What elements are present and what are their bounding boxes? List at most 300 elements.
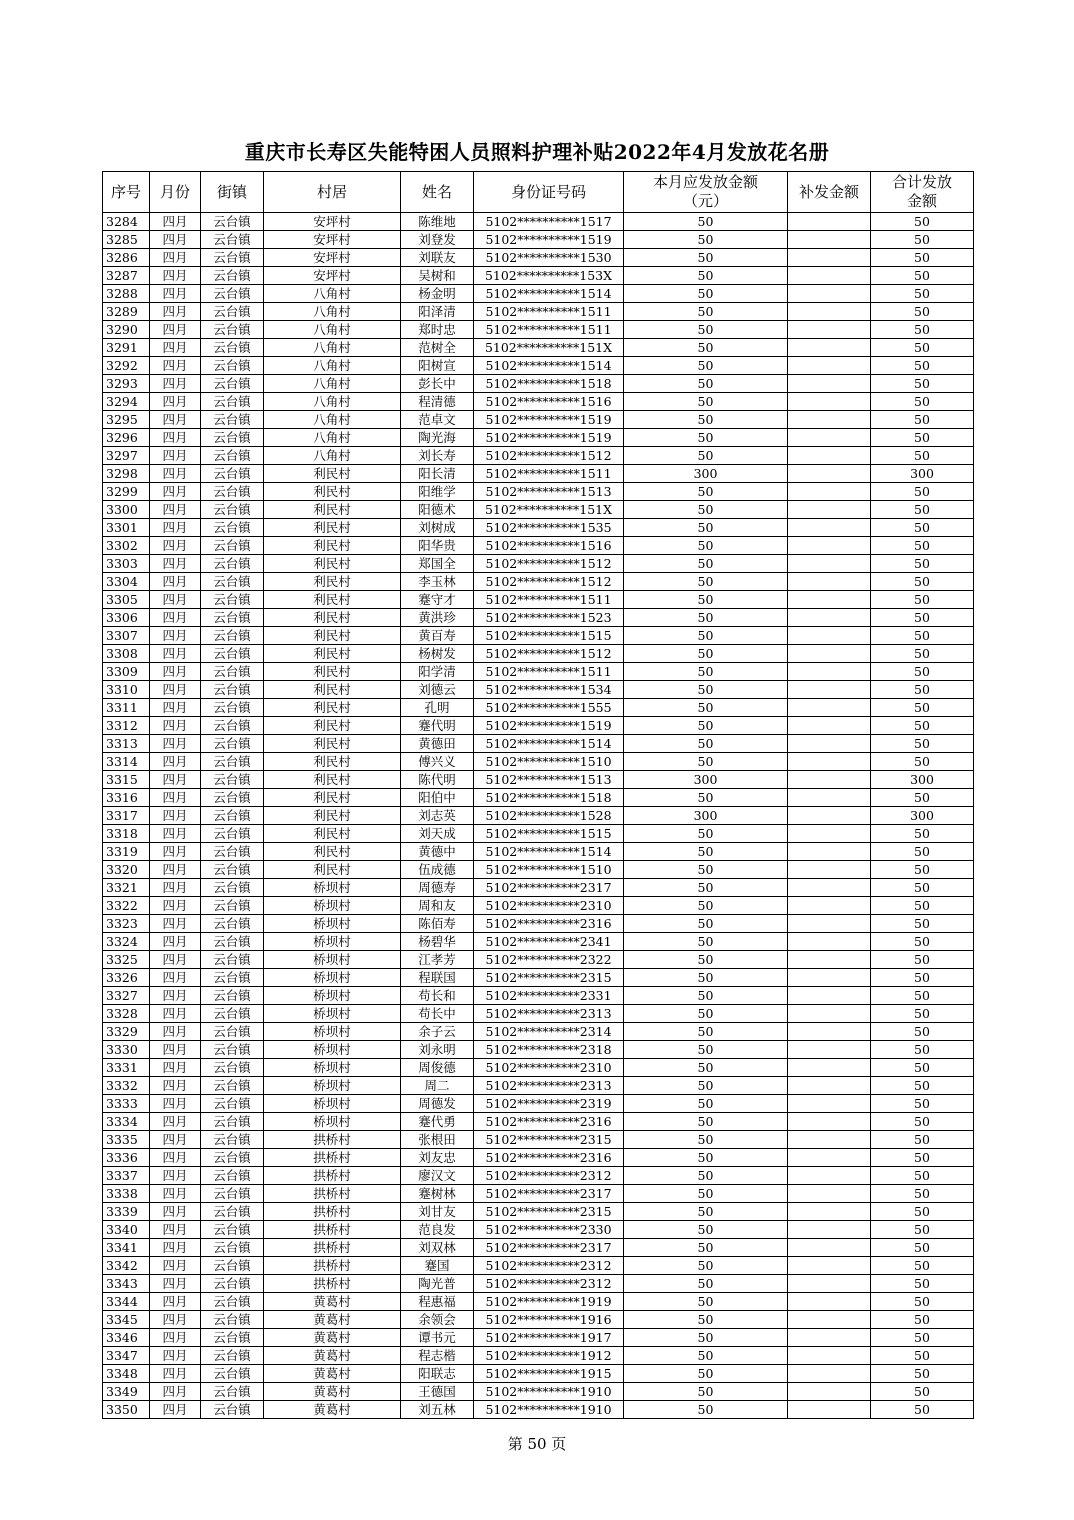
id-number-cell: 5102**********1519 — [474, 429, 624, 447]
month-cell: 四月 — [150, 375, 201, 393]
village-cell: 桥坝村 — [264, 1041, 401, 1059]
month-cell: 四月 — [150, 537, 201, 555]
header-amount-due-line1: 本月应发放金额 — [652, 173, 758, 191]
month-cell: 四月 — [150, 1311, 201, 1329]
town-cell: 云台镇 — [201, 501, 264, 519]
seq-cell: 3315 — [103, 771, 150, 789]
village-cell: 八角村 — [264, 411, 401, 429]
total-cell: 50 — [871, 483, 974, 501]
amount-due-cell: 300 — [624, 465, 788, 483]
amount-due-cell: 50 — [624, 537, 788, 555]
total-cell: 50 — [871, 1005, 974, 1023]
village-cell: 八角村 — [264, 357, 401, 375]
month-cell: 四月 — [150, 1203, 201, 1221]
table-row — [103, 339, 974, 357]
total-cell: 50 — [871, 789, 974, 807]
town-cell: 云台镇 — [201, 1095, 264, 1113]
amount-due-cell: 50 — [624, 609, 788, 627]
table-row — [103, 1221, 974, 1239]
total-cell: 50 — [871, 1293, 974, 1311]
month-cell: 四月 — [150, 627, 201, 645]
village-cell: 拱桥村 — [264, 1167, 401, 1185]
total-cell: 50 — [871, 249, 974, 267]
total-cell: 50 — [871, 663, 974, 681]
id-number-cell: 5102**********2316 — [474, 1149, 624, 1167]
seq-cell: 3336 — [103, 1149, 150, 1167]
name-cell: 刘甘友 — [401, 1203, 474, 1221]
table-row — [103, 1149, 974, 1167]
village-cell: 利民村 — [264, 789, 401, 807]
table-row — [103, 681, 974, 699]
supplement-cell — [788, 915, 871, 933]
seq-cell: 3343 — [103, 1275, 150, 1293]
id-number-cell: 5102**********1511 — [474, 663, 624, 681]
seq-cell: 3344 — [103, 1293, 150, 1311]
table-row — [103, 465, 974, 483]
month-cell: 四月 — [150, 483, 201, 501]
amount-due-cell: 50 — [624, 447, 788, 465]
header-town: 街镇 — [201, 172, 264, 213]
amount-due-cell: 50 — [624, 1041, 788, 1059]
supplement-cell — [788, 483, 871, 501]
supplement-cell — [788, 717, 871, 735]
table-row — [103, 537, 974, 555]
name-cell: 杨碧华 — [401, 933, 474, 951]
name-cell: 李玉林 — [401, 573, 474, 591]
id-number-cell: 5102**********1510 — [474, 861, 624, 879]
name-cell: 阳长清 — [401, 465, 474, 483]
id-number-cell: 5102**********1919 — [474, 1293, 624, 1311]
month-cell: 四月 — [150, 1185, 201, 1203]
town-cell: 云台镇 — [201, 1203, 264, 1221]
name-cell: 刘登发 — [401, 231, 474, 249]
seq-cell: 3341 — [103, 1239, 150, 1257]
amount-due-cell: 50 — [624, 321, 788, 339]
name-cell: 刘长寿 — [401, 447, 474, 465]
id-number-cell: 5102**********1915 — [474, 1365, 624, 1383]
id-number-cell: 5102**********1514 — [474, 357, 624, 375]
village-cell: 利民村 — [264, 573, 401, 591]
id-number-cell: 5102**********2317 — [474, 1239, 624, 1257]
id-number-cell: 5102**********1514 — [474, 843, 624, 861]
town-cell: 云台镇 — [201, 1005, 264, 1023]
id-number-cell: 5102**********1512 — [474, 573, 624, 591]
total-cell: 50 — [871, 609, 974, 627]
amount-due-cell: 50 — [624, 429, 788, 447]
month-cell: 四月 — [150, 1149, 201, 1167]
table-row — [103, 699, 974, 717]
village-cell: 利民村 — [264, 501, 401, 519]
month-cell: 四月 — [150, 213, 201, 231]
table-row — [103, 897, 974, 915]
town-cell: 云台镇 — [201, 825, 264, 843]
total-cell: 50 — [871, 987, 974, 1005]
month-cell: 四月 — [150, 357, 201, 375]
town-cell: 云台镇 — [201, 231, 264, 249]
total-cell: 50 — [871, 843, 974, 861]
table-row — [103, 519, 974, 537]
id-number-cell: 5102**********1514 — [474, 285, 624, 303]
month-cell: 四月 — [150, 411, 201, 429]
name-cell: 傅兴义 — [401, 753, 474, 771]
total-cell: 50 — [871, 1023, 974, 1041]
name-cell: 刘双林 — [401, 1239, 474, 1257]
amount-due-cell: 50 — [624, 1131, 788, 1149]
village-cell: 利民村 — [264, 645, 401, 663]
id-number-cell: 5102**********2317 — [474, 1185, 624, 1203]
table-row — [103, 501, 974, 519]
village-cell: 利民村 — [264, 699, 401, 717]
amount-due-cell: 50 — [624, 285, 788, 303]
village-cell: 桥坝村 — [264, 1005, 401, 1023]
town-cell: 云台镇 — [201, 1257, 264, 1275]
name-cell: 刘德云 — [401, 681, 474, 699]
table-row — [103, 933, 974, 951]
name-cell: 黄百寿 — [401, 627, 474, 645]
total-cell: 50 — [871, 267, 974, 285]
id-number-cell: 5102**********2314 — [474, 1023, 624, 1041]
town-cell: 云台镇 — [201, 933, 264, 951]
seq-cell: 3347 — [103, 1347, 150, 1365]
seq-cell: 3319 — [103, 843, 150, 861]
name-cell: 程清德 — [401, 393, 474, 411]
table-row — [103, 1167, 974, 1185]
month-cell: 四月 — [150, 987, 201, 1005]
village-cell: 桥坝村 — [264, 1095, 401, 1113]
seq-cell: 3349 — [103, 1383, 150, 1401]
name-cell: 阳伯中 — [401, 789, 474, 807]
amount-due-cell: 50 — [624, 879, 788, 897]
id-number-cell: 5102**********2313 — [474, 1077, 624, 1095]
town-cell: 云台镇 — [201, 1131, 264, 1149]
amount-due-cell: 50 — [624, 1149, 788, 1167]
amount-due-cell: 50 — [624, 249, 788, 267]
amount-due-cell: 50 — [624, 1257, 788, 1275]
village-cell: 黄葛村 — [264, 1329, 401, 1347]
header-supplement: 补发金额 — [788, 172, 871, 213]
supplement-cell — [788, 609, 871, 627]
seq-cell: 3309 — [103, 663, 150, 681]
name-cell: 刘永明 — [401, 1041, 474, 1059]
town-cell: 云台镇 — [201, 1383, 264, 1401]
id-number-cell: 5102**********1519 — [474, 231, 624, 249]
month-cell: 四月 — [150, 1347, 201, 1365]
table-row — [103, 753, 974, 771]
town-cell: 云台镇 — [201, 879, 264, 897]
village-cell: 利民村 — [264, 537, 401, 555]
id-number-cell: 5102**********151X — [474, 501, 624, 519]
total-cell: 50 — [871, 1275, 974, 1293]
id-number-cell: 5102**********2315 — [474, 1203, 624, 1221]
amount-due-cell: 50 — [624, 1383, 788, 1401]
table-row — [103, 627, 974, 645]
seq-cell: 3290 — [103, 321, 150, 339]
supplement-cell — [788, 1383, 871, 1401]
total-cell: 50 — [871, 501, 974, 519]
town-cell: 云台镇 — [201, 591, 264, 609]
table-row — [103, 771, 974, 789]
total-cell: 50 — [871, 645, 974, 663]
name-cell: 阳学清 — [401, 663, 474, 681]
month-cell: 四月 — [150, 1041, 201, 1059]
table-row — [103, 555, 974, 573]
seq-cell: 3306 — [103, 609, 150, 627]
supplement-cell — [788, 1095, 871, 1113]
supplement-cell — [788, 1059, 871, 1077]
month-cell: 四月 — [150, 1095, 201, 1113]
table-row — [103, 375, 974, 393]
month-cell: 四月 — [150, 663, 201, 681]
supplement-cell — [788, 1077, 871, 1095]
village-cell: 拱桥村 — [264, 1149, 401, 1167]
name-cell: 范卓文 — [401, 411, 474, 429]
seq-cell: 3288 — [103, 285, 150, 303]
id-number-cell: 5102**********2322 — [474, 951, 624, 969]
seq-cell: 3346 — [103, 1329, 150, 1347]
month-cell: 四月 — [150, 321, 201, 339]
seq-cell: 3310 — [103, 681, 150, 699]
supplement-cell — [788, 1203, 871, 1221]
table-row — [103, 285, 974, 303]
village-cell: 桥坝村 — [264, 879, 401, 897]
month-cell: 四月 — [150, 897, 201, 915]
total-cell: 50 — [871, 1167, 974, 1185]
supplement-cell — [788, 825, 871, 843]
seq-cell: 3300 — [103, 501, 150, 519]
village-cell: 利民村 — [264, 825, 401, 843]
amount-due-cell: 50 — [624, 375, 788, 393]
village-cell: 利民村 — [264, 843, 401, 861]
id-number-cell: 5102**********151X — [474, 339, 624, 357]
seq-cell: 3326 — [103, 969, 150, 987]
table-row — [103, 429, 974, 447]
seq-cell: 3329 — [103, 1023, 150, 1041]
seq-cell: 3314 — [103, 753, 150, 771]
supplement-cell — [788, 357, 871, 375]
id-number-cell: 5102**********1511 — [474, 591, 624, 609]
supplement-cell — [788, 1167, 871, 1185]
town-cell: 云台镇 — [201, 285, 264, 303]
seq-cell: 3340 — [103, 1221, 150, 1239]
name-cell: 陈代明 — [401, 771, 474, 789]
id-number-cell: 5102**********2310 — [474, 897, 624, 915]
seq-cell: 3331 — [103, 1059, 150, 1077]
amount-due-cell: 50 — [624, 1077, 788, 1095]
table-row — [103, 735, 974, 753]
village-cell: 利民村 — [264, 681, 401, 699]
table-row — [103, 1365, 974, 1383]
amount-due-cell: 50 — [624, 627, 788, 645]
supplement-cell — [788, 375, 871, 393]
village-cell: 桥坝村 — [264, 1077, 401, 1095]
table-row — [103, 1059, 974, 1077]
header-id-number: 身份证号码 — [474, 172, 624, 213]
town-cell: 云台镇 — [201, 915, 264, 933]
table-row — [103, 213, 974, 231]
seq-cell: 3316 — [103, 789, 150, 807]
name-cell: 陶光海 — [401, 429, 474, 447]
table-row — [103, 915, 974, 933]
page-number: 第 50 页 — [507, 1435, 567, 1453]
amount-due-cell: 50 — [624, 663, 788, 681]
table-row — [103, 789, 974, 807]
seq-cell: 3339 — [103, 1203, 150, 1221]
village-cell: 利民村 — [264, 609, 401, 627]
supplement-cell — [788, 303, 871, 321]
id-number-cell: 5102**********1528 — [474, 807, 624, 825]
village-cell: 拱桥村 — [264, 1239, 401, 1257]
amount-due-cell: 50 — [624, 1329, 788, 1347]
name-cell: 阳树宣 — [401, 357, 474, 375]
seq-cell: 3304 — [103, 573, 150, 591]
amount-due-cell: 50 — [624, 357, 788, 375]
id-number-cell: 5102**********2312 — [474, 1275, 624, 1293]
seq-cell: 3291 — [103, 339, 150, 357]
page-title: 重庆市长寿区失能特困人员照料护理补贴2022年4月发放花名册 — [244, 140, 830, 164]
village-cell: 八角村 — [264, 375, 401, 393]
id-number-cell: 5102**********1510 — [474, 753, 624, 771]
month-cell: 四月 — [150, 249, 201, 267]
total-cell: 50 — [871, 303, 974, 321]
supplement-cell — [788, 879, 871, 897]
total-cell: 300 — [871, 771, 974, 789]
id-number-cell: 5102**********1530 — [474, 249, 624, 267]
id-number-cell: 5102**********2312 — [474, 1257, 624, 1275]
table-row — [103, 1095, 974, 1113]
supplement-cell — [788, 213, 871, 231]
total-cell: 50 — [871, 339, 974, 357]
town-cell: 云台镇 — [201, 1185, 264, 1203]
seq-cell: 3324 — [103, 933, 150, 951]
town-cell: 云台镇 — [201, 357, 264, 375]
id-number-cell: 5102**********2316 — [474, 1113, 624, 1131]
name-cell: 阳德术 — [401, 501, 474, 519]
name-cell: 苟长和 — [401, 987, 474, 1005]
table-row — [103, 483, 974, 501]
seq-cell: 3337 — [103, 1167, 150, 1185]
village-cell: 利民村 — [264, 753, 401, 771]
supplement-cell — [788, 519, 871, 537]
town-cell: 云台镇 — [201, 411, 264, 429]
town-cell: 云台镇 — [201, 987, 264, 1005]
total-cell: 50 — [871, 393, 974, 411]
table-row — [103, 825, 974, 843]
seq-cell: 3285 — [103, 231, 150, 249]
month-cell: 四月 — [150, 609, 201, 627]
month-cell: 四月 — [150, 699, 201, 717]
month-cell: 四月 — [150, 717, 201, 735]
id-number-cell: 5102**********2331 — [474, 987, 624, 1005]
total-cell: 50 — [871, 1149, 974, 1167]
seq-cell: 3299 — [103, 483, 150, 501]
supplement-cell — [788, 987, 871, 1005]
supplement-cell — [788, 591, 871, 609]
table-row — [103, 1185, 974, 1203]
supplement-cell — [788, 1041, 871, 1059]
table-row — [103, 411, 974, 429]
amount-due-cell: 50 — [624, 717, 788, 735]
amount-due-cell: 50 — [624, 645, 788, 663]
name-cell: 黄洪珍 — [401, 609, 474, 627]
amount-due-cell: 50 — [624, 1113, 788, 1131]
supplement-cell — [788, 969, 871, 987]
id-number-cell: 5102**********1518 — [474, 789, 624, 807]
town-cell: 云台镇 — [201, 699, 264, 717]
amount-due-cell: 50 — [624, 861, 788, 879]
amount-due-cell: 50 — [624, 789, 788, 807]
town-cell: 云台镇 — [201, 1347, 264, 1365]
name-cell: 杨金明 — [401, 285, 474, 303]
header-total-line2: 金额 — [906, 192, 937, 210]
town-cell: 云台镇 — [201, 1077, 264, 1095]
id-number-cell: 5102**********2315 — [474, 969, 624, 987]
total-cell: 50 — [871, 213, 974, 231]
village-cell: 八角村 — [264, 429, 401, 447]
town-cell: 云台镇 — [201, 1149, 264, 1167]
town-cell: 云台镇 — [201, 1401, 264, 1419]
table-header — [103, 172, 974, 213]
supplement-cell — [788, 1221, 871, 1239]
town-cell: 云台镇 — [201, 861, 264, 879]
amount-due-cell: 50 — [624, 1239, 788, 1257]
name-cell: 阳泽清 — [401, 303, 474, 321]
month-cell: 四月 — [150, 825, 201, 843]
id-number-cell: 5102**********1916 — [474, 1311, 624, 1329]
town-cell: 云台镇 — [201, 1167, 264, 1185]
amount-due-cell: 50 — [624, 1347, 788, 1365]
village-cell: 拱桥村 — [264, 1185, 401, 1203]
seq-cell: 3321 — [103, 879, 150, 897]
village-cell: 桥坝村 — [264, 933, 401, 951]
table-row — [103, 861, 974, 879]
amount-due-cell: 50 — [624, 411, 788, 429]
seq-cell: 3287 — [103, 267, 150, 285]
supplement-cell — [788, 627, 871, 645]
village-cell: 八角村 — [264, 285, 401, 303]
table-row — [103, 1257, 974, 1275]
name-cell: 蹇代明 — [401, 717, 474, 735]
seq-cell: 3301 — [103, 519, 150, 537]
total-cell: 50 — [871, 1329, 974, 1347]
supplement-cell — [788, 411, 871, 429]
supplement-cell — [788, 933, 871, 951]
id-number-cell: 5102**********1513 — [474, 483, 624, 501]
month-cell: 四月 — [150, 933, 201, 951]
village-cell: 桥坝村 — [264, 969, 401, 987]
seq-cell: 3335 — [103, 1131, 150, 1149]
total-cell: 50 — [871, 591, 974, 609]
town-cell: 云台镇 — [201, 573, 264, 591]
supplement-cell — [788, 663, 871, 681]
village-cell: 桥坝村 — [264, 987, 401, 1005]
total-cell: 50 — [871, 753, 974, 771]
amount-due-cell: 50 — [624, 987, 788, 1005]
village-cell: 拱桥村 — [264, 1203, 401, 1221]
amount-due-cell: 50 — [624, 393, 788, 411]
village-cell: 利民村 — [264, 717, 401, 735]
supplement-cell — [788, 447, 871, 465]
id-number-cell: 5102**********1519 — [474, 411, 624, 429]
seq-cell: 3297 — [103, 447, 150, 465]
total-cell: 50 — [871, 1365, 974, 1383]
town-cell: 云台镇 — [201, 1041, 264, 1059]
amount-due-cell: 50 — [624, 843, 788, 861]
month-cell: 四月 — [150, 591, 201, 609]
total-cell: 50 — [871, 231, 974, 249]
seq-cell: 3328 — [103, 1005, 150, 1023]
supplement-cell — [788, 1311, 871, 1329]
town-cell: 云台镇 — [201, 609, 264, 627]
